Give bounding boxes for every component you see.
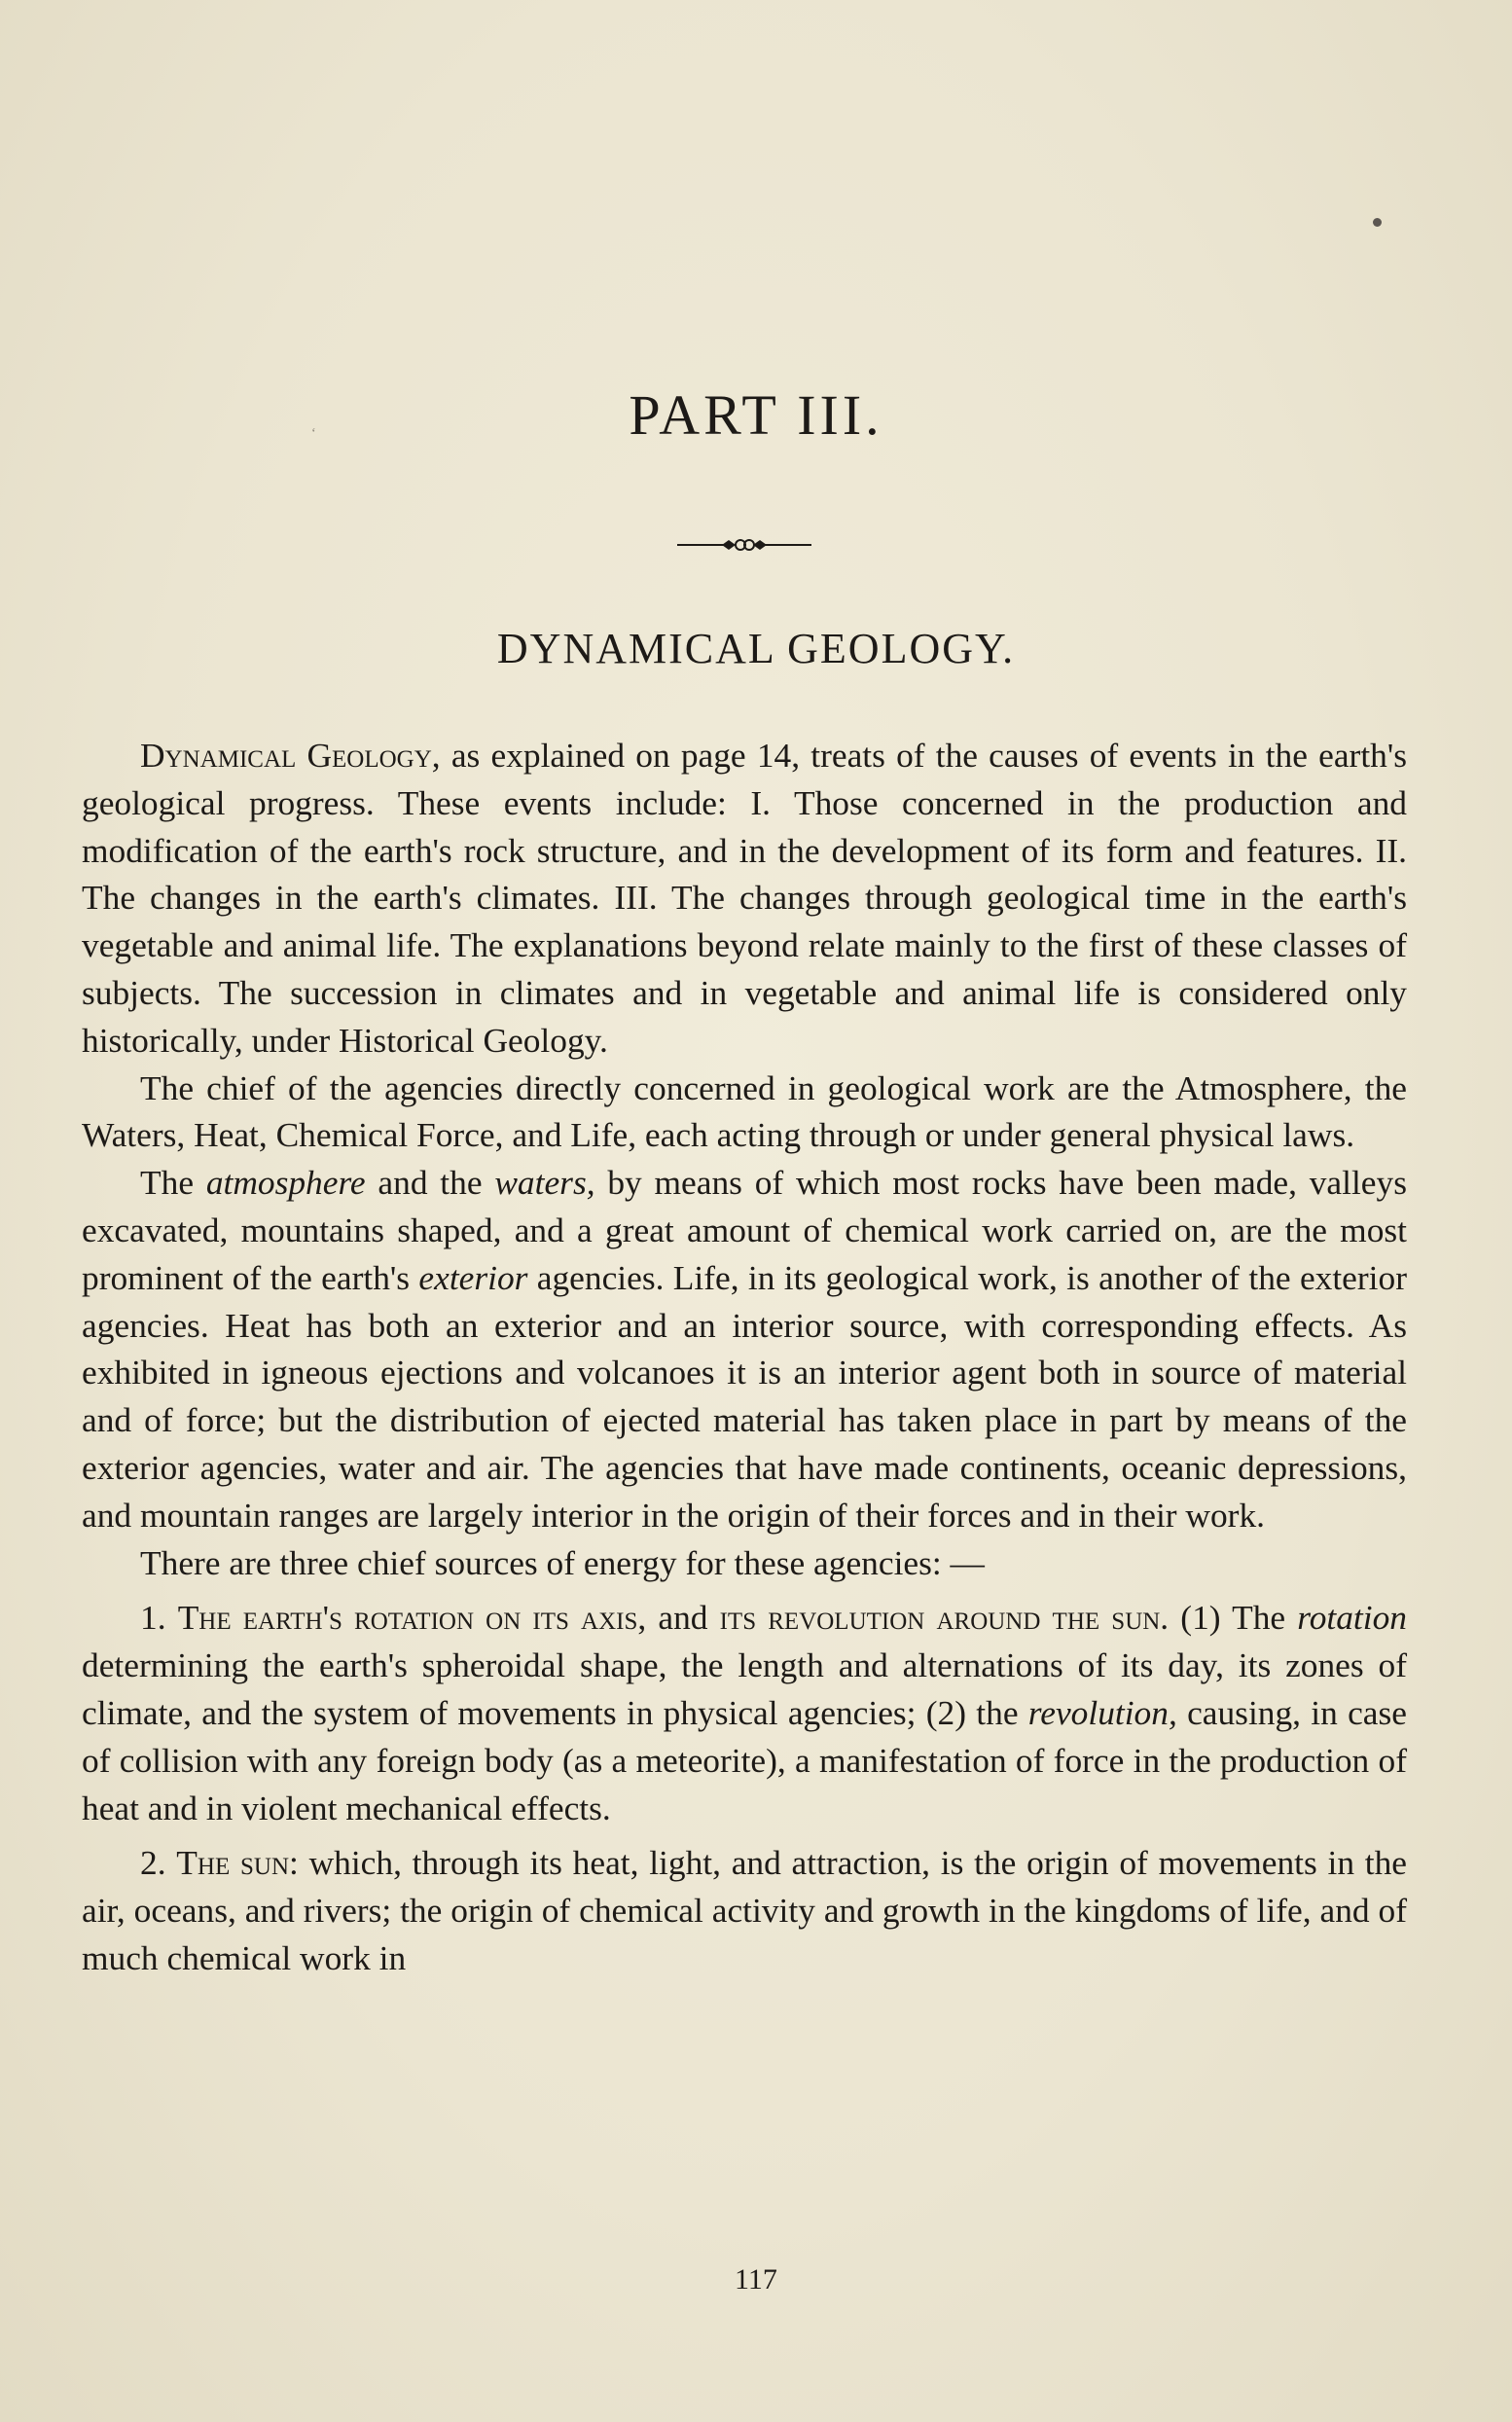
body-text <box>82 732 1407 1982</box>
text-run: and the <box>365 1163 495 1203</box>
list-item-rotation <box>82 1594 1407 1831</box>
text-run: The <box>140 1163 206 1203</box>
list-item-sun <box>82 1839 1407 1981</box>
text-run: and <box>646 1598 720 1638</box>
ink-speck <box>1373 218 1382 227</box>
lead-term: The sun <box>176 1843 289 1883</box>
emphasis: atmosphere <box>205 1163 366 1203</box>
paragraph-intro <box>82 732 1407 1065</box>
text-run: causing, in case of collision with any foreign body (as a meteorite), a manifestation of force in the production of heat and in violent mechanical effects. <box>82 1692 1407 1827</box>
section-title: DYNAMICAL GEOLOGY. <box>496 625 1016 672</box>
paragraph-sources-intro: There are three chief sources of energy for these agencies: — <box>140 1542 985 1582</box>
paragraph-exterior-interior <box>82 1159 1407 1538</box>
text-run: agencies. Life, in its geological work, is another of the exterior agencies. Heat has both an exterior and an interior source, with corresponding effects. As exhibited in igneous ejections and volcanoes it is an interior agent both in source of material and of force; but the distribution of ejected material has taken place in part by means of the exterior agencies, water and air. The agencies that have made continents, oceanic depressions, and mountain ranges are largely interior in the origin of their forces and in their work. <box>82 1257 1407 1535</box>
lead-term: its revolution around the sun. <box>719 1598 1170 1638</box>
emphasis: waters, <box>494 1163 595 1203</box>
item-number: 2. <box>140 1843 177 1883</box>
paragraph-text: as explained on page 14, treats of the causes of events in the earth's geological progress. These events include: I. Those concerned in the production and modification of the earth's rock structure, and in the development of its form and features. II. The changes in the earth's climates. III. The changes through geological time in the earth's vegetable and animal life. The explanations beyond relate mainly to the first of these classes of subjects. The succession in climates and in vegetable and animal life is considered only historically, under Historical Geology. <box>82 736 1407 1060</box>
text-run: (1) The <box>1169 1598 1298 1638</box>
emphasis: exterior <box>418 1257 528 1297</box>
paragraph-agencies: The chief of the agencies directly concerned in geological work are the Atmosphere, the Waters, Heat, Chemical Force, and Life, each acting through or under general physical laws. <box>82 1067 1407 1155</box>
ornament-divider <box>677 533 811 557</box>
lead-term: Dynamical Geology, <box>140 736 441 775</box>
emphasis: rotation <box>1297 1598 1407 1638</box>
part-title: PART III. <box>629 383 883 447</box>
text-run: by means of which most rocks have been made, valleys excavated, mountains shaped, and a great amount of chemical work carried on, are the most prominent of the earth's <box>82 1163 1407 1297</box>
item-number: 1. <box>140 1598 178 1638</box>
emphasis: revolution, <box>1027 1692 1177 1732</box>
lead-term: The earth's rotation on its axis, <box>177 1598 647 1638</box>
pencil-mark: ʻ <box>311 426 316 441</box>
text-run: determining the earth's spheroidal shape, the length and alternations of its day, its zones of climate, and the system of movements in physical agencies; (2) the <box>82 1645 1407 1732</box>
page-number: 117 <box>735 2263 777 2295</box>
text-run: : which, through its heat, light, and attraction, is the origin of movements in the air, oceans, and rivers; the origin of chemical activity and growth in the kingdoms of life, and of much chemical work in <box>82 1843 1407 1977</box>
